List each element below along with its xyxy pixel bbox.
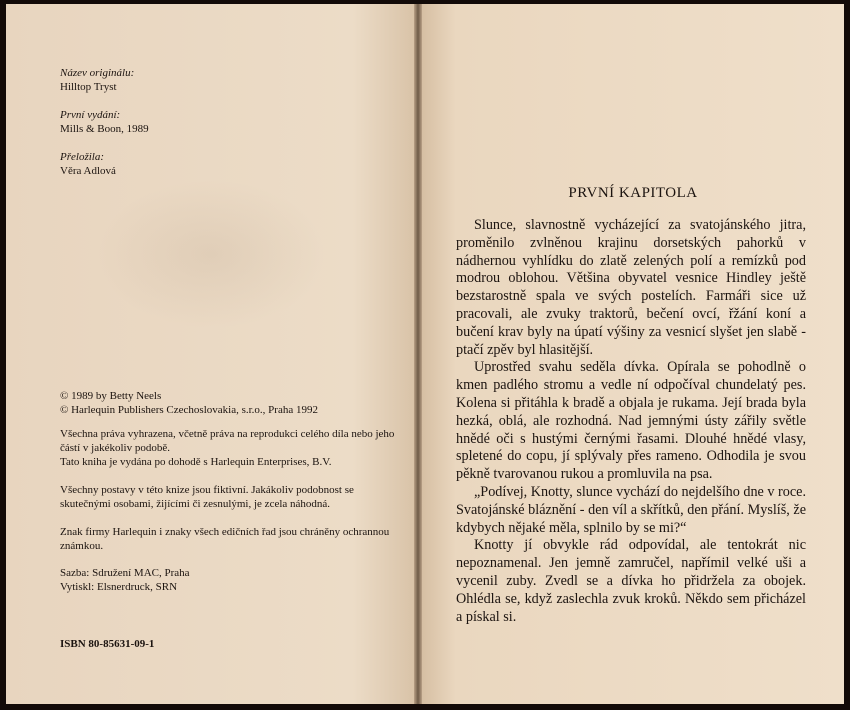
paragraph: Knotty jí obvykle rád odpovídal, ale tentokrát nic nepoznamenal. Jen jemně zamručel, napřímil velké uši a vycenil zuby. Zvedl se a dívka ho přidržela za obojek. Ohlédla se, když zaslechla zvuk kroků. Někdo sem přicházel a pískal si. [456, 537, 806, 625]
translator-label: Přeložila: [60, 151, 104, 163]
original-title-section [60, 66, 134, 94]
rights-paragraph: Všechna práva vyhrazena, včetně práva na reprodukci celého díla nebo jeho částí v jakékoliv podobě. [60, 428, 395, 454]
left-page [6, 4, 414, 704]
book-spread [6, 4, 844, 704]
first-edition-label: První vydání: [60, 109, 121, 121]
copyright-block [60, 389, 405, 417]
right-page [422, 4, 844, 704]
paragraph: Uprostřed svahu seděla dívka. Opírala se pohodlně o kmen padlého stromu a vedle ní odpočíval chundelatý pes. Kolena si přitáhla k bradě a objala je rukama. Její brada byla hezká, oblá, ale rozhodná. Nad jemnými ústy zářily světle hnědé oči s hustými černými řasami. Dlouhé hnědé vlasy, spletené do copu, jí splývaly přes rameno. Odhodila je svou pěkně tvarovanou rukou a promluvila na psa. [456, 359, 806, 483]
first-edition-section [60, 108, 149, 136]
agreement-text: Tato kniha je vydána po dohodě s Harlequin Enterprises, B.V. [60, 456, 332, 468]
trademark-notice: Znak firmy Harlequin i znaky všech edičních řad jsou chráněny ochrannou známkou. [60, 526, 390, 552]
copyright-line: © 1989 by Betty Neels [60, 390, 162, 402]
isbn: ISBN 80-85631-09-1 [60, 638, 155, 650]
fiction-notice: Všechny postavy v této knize jsou fiktivní. Jakákoliv podobnost se skutečnými osobami, žijícími či zesnulými, je zcela náhodná. [60, 484, 354, 510]
book-gutter [414, 4, 422, 704]
copyright-line: © Harlequin Publishers Czechoslovakia, s.r.o., Praha 1992 [60, 404, 318, 416]
paragraph: Slunce, slavnostně vycházející za svatojánského jitra, proměnilo zvlněnou krajinu dorsetských pahorků v nádhernou vyhlídku do zlatě zelených polí a remízků pod modrou oblohou. Většina obyvatel vesnice Hindley ještě bezstarostně spala ve svých postelích. Farmáři sice už pracovali, ale zvuky traktorů, bečení ovcí, řžání koní a bučení krav byly na úpatí výšiny za vesnicí slyšet jen slabě - ptačí zpěv byl hlasitější. [456, 217, 806, 358]
rights-block [60, 427, 395, 469]
printing-block [60, 566, 405, 594]
translator: Věra Adlová [60, 165, 116, 177]
paragraph: „Podívej, Knotty, slunce vychází do nejdelšího dne v roce. Svatojánské bláznění - den víl a skřítků, den přání. Myslíš, že kdybych nějaké měla, splnilo by se mi?“ [456, 483, 807, 536]
original-title: Hilltop Tryst [60, 81, 117, 93]
chapter-body [456, 217, 806, 626]
printing: Vytiskl: Elsnerdruck, SRN [60, 581, 178, 593]
original-title-label: Název originálu: [60, 67, 135, 79]
bleed-through-shadow [96, 179, 326, 329]
typesetting: Sazba: Sdružení MAC, Praha [60, 567, 190, 579]
translator-section [60, 150, 116, 178]
first-edition: Mills & Boon, 1989 [60, 123, 149, 135]
chapter-title: PRVNÍ KAPITOLA [568, 185, 698, 201]
